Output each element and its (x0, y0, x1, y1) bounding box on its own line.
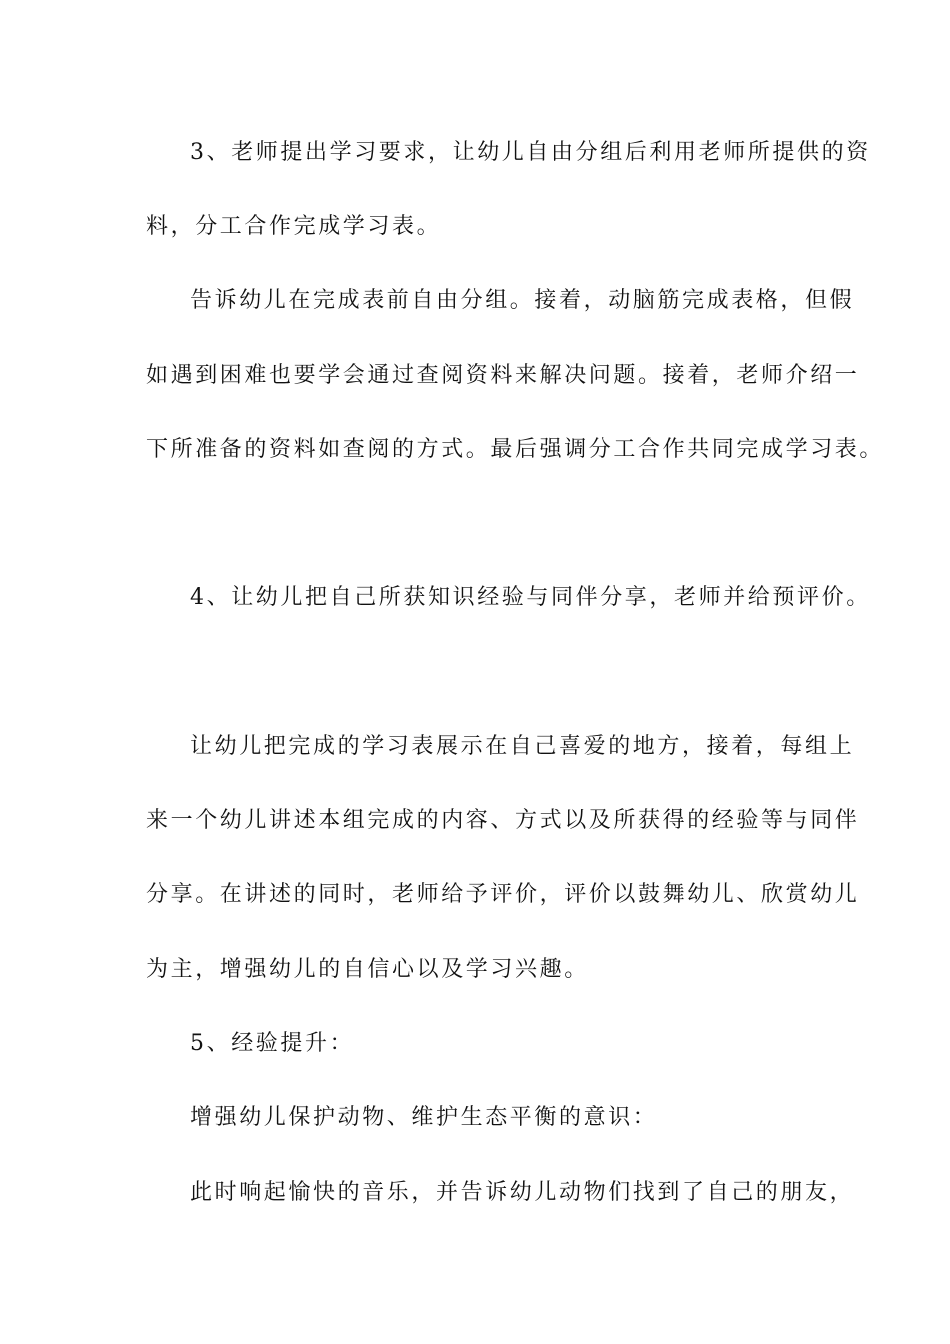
paragraph-3b-line-1: 告诉幼儿在完成表前自由分组。接着，动脑筋完成表格，但假 (190, 288, 855, 313)
paragraph-3b-line-2: 如遇到困难也要学会通过查阅资料来解决问题。接着，老师介绍一 (146, 363, 860, 388)
paragraph-4-line-1: 4、让幼儿把自己所获知识经验与同伴分享，老师并给预评价。 (190, 585, 871, 610)
paragraph-3b-line-3: 下所准备的资料如查阅的方式。最后强调分工合作共同完成学习表。 (146, 437, 885, 462)
paragraph-4b-line-3: 分享。在讲述的同时，老师给予评价，评价以鼓舞幼儿、欣赏幼儿 (146, 882, 860, 907)
paragraph-4b-line-2: 来一个幼儿讲述本组完成的内容、方式以及所获得的经验等与同伴 (146, 808, 860, 833)
paragraph-3-line-2: 料，分工合作完成学习表。 (146, 214, 442, 239)
paragraph-4b-line-4: 为主，增强幼儿的自信心以及学习兴趣。 (146, 957, 589, 982)
paragraph-5-heading: 5、经验提升： (190, 1031, 355, 1056)
paragraph-5b-line-1: 此时响起愉快的音乐，并告诉幼儿动物们找到了自己的朋友， (190, 1180, 855, 1205)
paragraph-4b-line-1: 让幼儿把完成的学习表展示在自己喜爱的地方，接着，每组上 (190, 734, 855, 759)
paragraph-5-line-1: 增强幼儿保护动物、维护生态平衡的意识： (190, 1105, 658, 1130)
paragraph-3-line-1: 3、老师提出学习要求，让幼儿自由分组后利用老师所提供的资 (190, 140, 871, 165)
